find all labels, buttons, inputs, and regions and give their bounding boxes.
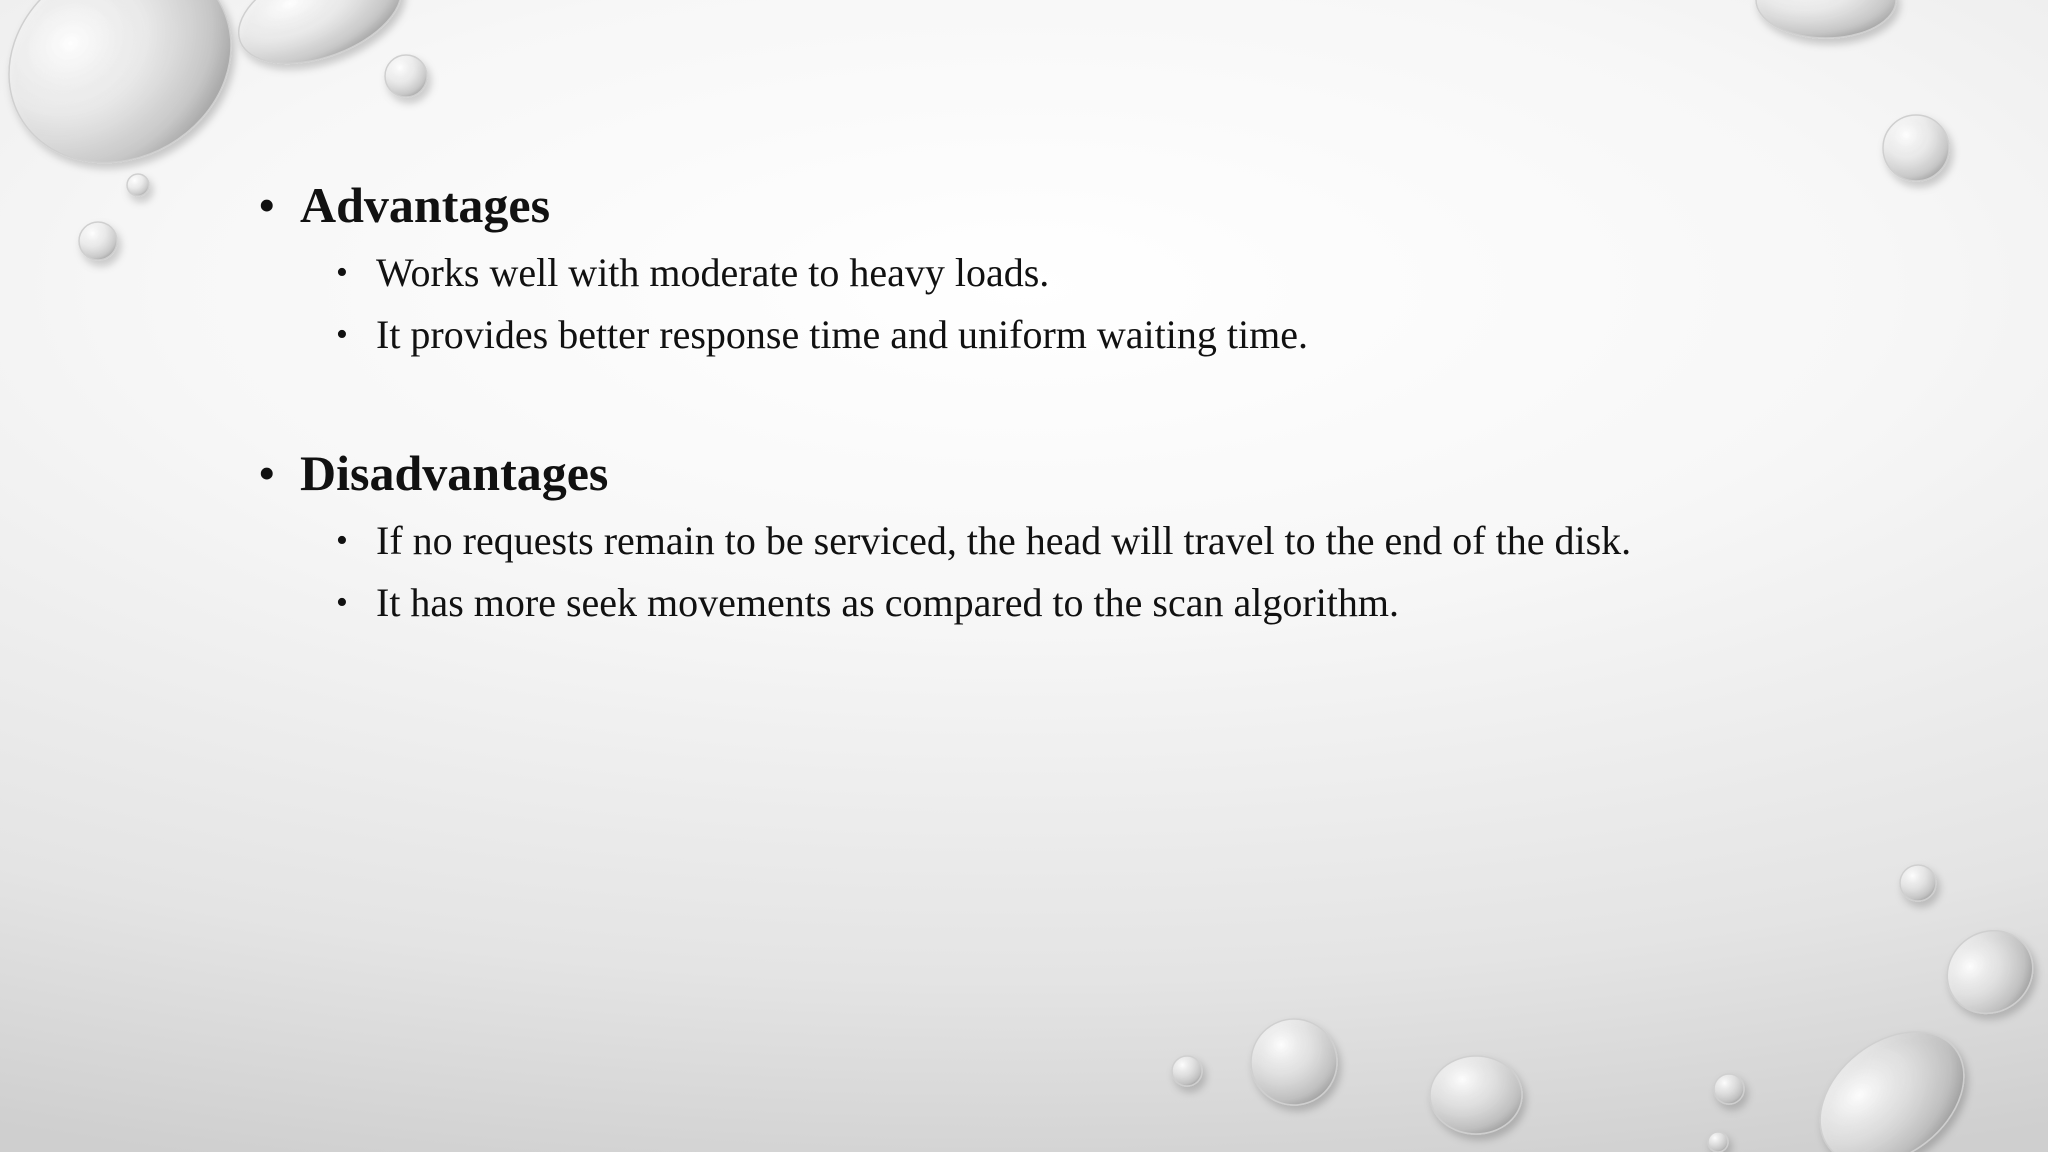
disadvantage-item: • If no requests remain to be serviced, the head will travel to the end of the disk. — [336, 510, 1958, 572]
disadvantages-section — [258, 440, 1958, 634]
disadvantages-list — [336, 510, 1958, 634]
disadvantages-heading: • Disadvantages — [258, 440, 1958, 506]
slide-content — [258, 172, 1958, 634]
advantages-section — [258, 172, 1958, 366]
advantages-heading: • Advantages — [258, 172, 1958, 238]
advantage-item: • Works well with moderate to heavy loads. — [336, 242, 1958, 304]
disadvantage-item: • It has more seek movements as compared to the scan algorithm. — [336, 572, 1958, 634]
advantages-list — [336, 242, 1958, 366]
advantage-item: • It provides better response time and uniform waiting time. — [336, 304, 1958, 366]
